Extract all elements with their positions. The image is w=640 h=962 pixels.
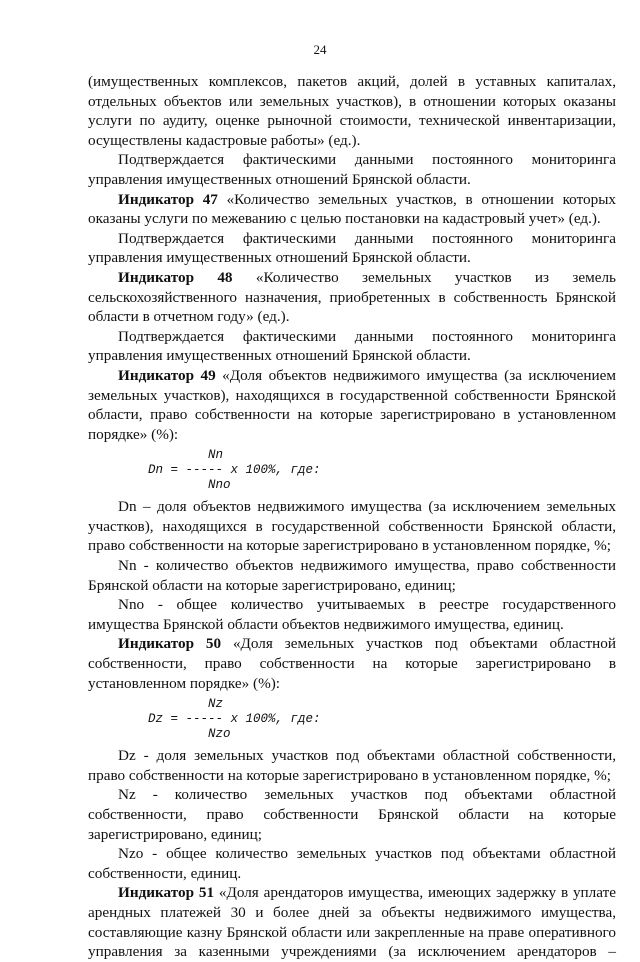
indicator-51 [88,883,616,961]
document-body [88,72,616,962]
indicator-50 [88,634,616,693]
indicator-49-label: Индикатор 49 [118,366,216,384]
formula-49-denominator: Nno [88,478,231,493]
indicator-48-text: «Количество земельных участков из земель сельскохозяйственного назначения, приобретенных в собственность Брянской области в отчетном году» (ед.). [88,268,616,326]
definition-nn: Nn - количество объектов недвижимого имущества, право собственности Брянской области на которые зарегистрировано, единиц; [88,557,616,594]
indicator-47 [88,190,616,229]
formula-49-main: Dn = ----- x 100%, где: [88,463,321,478]
formula-49 [88,448,616,493]
indicator-47-text: «Количество земельных участков, в отношении которых оказаны услуги по межеванию с целью постановки на кадастровый учет» (ед.). [88,190,616,228]
page-number: 24 [313,42,327,57]
formula-50 [88,697,616,742]
indicator-50-label: Индикатор 50 [118,635,222,653]
indicator-50-text: «Доля земельных участков под объектами областной собственности, право собственности на которые зарегистрировано в установленном порядке» (%): [88,635,616,692]
definition-nzo: Nzo - общее количество земельных участков под объектами областной собственности, единиц. [88,845,616,882]
confirmation-text: Подтверждается фактическими данными постоянного мониторинга управления имущественных отношений Брянской области. [88,151,616,188]
formula-49-numerator: Nn [88,448,224,463]
indicator-48-label: Индикатор 48 [118,268,233,286]
indicator-47-label: Индикатор 47 [118,190,218,208]
definition-nno: Nno - общее количество учитываемых в реестре государственного имущества Брянской области объектов недвижимого имущества, единиц. [88,596,616,633]
definition-nz: Nz - количество земельных участков под объектами областной собственности, право собственности Брянской области на которые зарегистрировано, единиц; [88,786,616,843]
indicator-51-text: «Доля арендаторов имущества, имеющих задержку в уплате арендных платежей 30 и более дней за объекты недвижимого имущества, составляющие казну Брянской области или закрепленные на праве оперативного управления за казенными учреждениями (за исключением арендаторов – [88,884,616,961]
confirmation-text: Подтверждается фактическими данными постоянного мониторинга управления имущественных отношений Брянской области. [88,229,616,267]
formula-50-main: Dz = ----- x 100%, где: [88,712,321,727]
formula-50-numerator: Nz [88,697,224,712]
indicator-51-label: Индикатор 51 [118,884,215,902]
confirmation-text: Подтверждается фактическими данными постоянного мониторинга управления имущественных отношений Брянской области. [88,327,616,365]
formula-50-denominator: Nzo [88,727,231,742]
definition-dz: Dz - доля земельных участков под объектами областной собственности, право собственности на которые зарегистрировано в установленном порядке, %; [88,747,616,784]
indicator-48 [88,268,616,327]
definition-dn: Dn – доля объектов недвижимого имущества (за исключением земельных участков), находящихся в государственной собственности Брянской области, право собственности на которые зарегистрировано в установленном порядке, %; [88,498,616,555]
paragraph-continuation: (имущественных комплексов, пакетов акций, долей в уставных капиталах, отдельных объектов или земельных участков), в отношении которых оказаны услуги по аудиту, оценке рыночной стоимости, технической инвентаризации, осуществлены кадастровые работы» (ед.). [88,73,616,149]
indicator-49 [88,366,616,444]
indicator-49-text: «Доля объектов недвижимого имущества (за исключением земельных участков), находящихся в государственной собственности Брянской области, право собственности на которые зарегистрировано в установленном порядке» (%): [88,366,617,443]
